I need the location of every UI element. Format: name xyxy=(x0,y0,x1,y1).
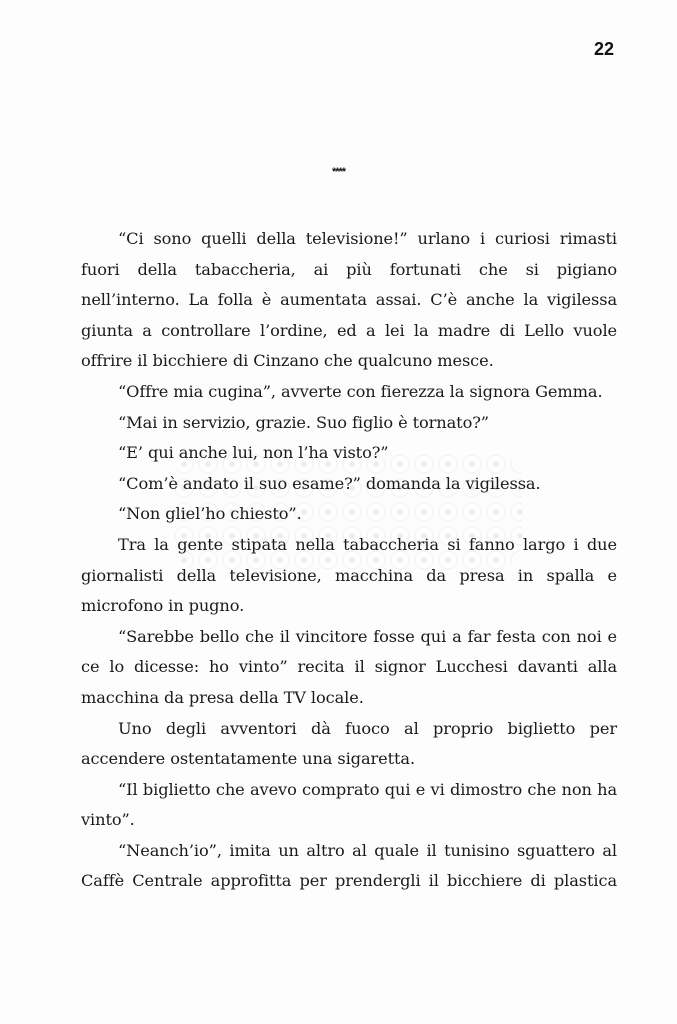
page-number: 22 xyxy=(594,39,615,59)
paragraph: “Mai in servizio, grazie. Suo figlio è tornato?” xyxy=(118,412,489,432)
paragraph: “Sarebbe bello che il vincitore fosse qui a far festa con noi e ce lo dicesse: ho vinto” recita il signor Lucchesi davanti alla macchina da presa della TV locale. xyxy=(81,626,617,707)
section-separator: **** xyxy=(331,166,346,178)
paragraph: Tra la gente stipata nella tabaccheria si fanno largo i due giornalisti della televisione, macchina da presa in spalla e microfono in pugno. xyxy=(81,534,617,616)
paragraph: “E’ qui anche lui, non l’ha visto?” xyxy=(118,443,389,463)
paragraph: “Neanch’io”, imita un altro al quale il tunisino sguattero al Caffè Centrale approfitta per prendergli il bicchiere di plastica xyxy=(81,840,617,891)
paragraph: Uno degli avventori dà fuoco al proprio biglietto per accendere ostentatamente una sigaretta. xyxy=(81,718,617,769)
paragraph: “Ci sono quelli della televisione!” urlano i curiosi rimasti fuori della tabaccheria, ai più fortunati che si pigiano nell’interno. La folla è aumentata assai. C’è anche la vigilessa giunta a controllare l’ordine, ed a lei la madre di Lello vuole offrire il bicchiere di Cinzano che qualcuno mesce. xyxy=(81,229,617,371)
paragraph: “Non gliel’ho chiesto”. xyxy=(118,504,302,524)
body-text xyxy=(81,224,617,897)
paragraph: “Offre mia cugina”, avverte con fierezza la signora Gemma. xyxy=(118,381,603,401)
paragraph: “Il biglietto che avevo comprato qui e vi dimostro che non ha vinto”. xyxy=(81,779,617,830)
paragraph: “Com’è andato il suo esame?” domanda la vigilessa. xyxy=(118,473,541,493)
